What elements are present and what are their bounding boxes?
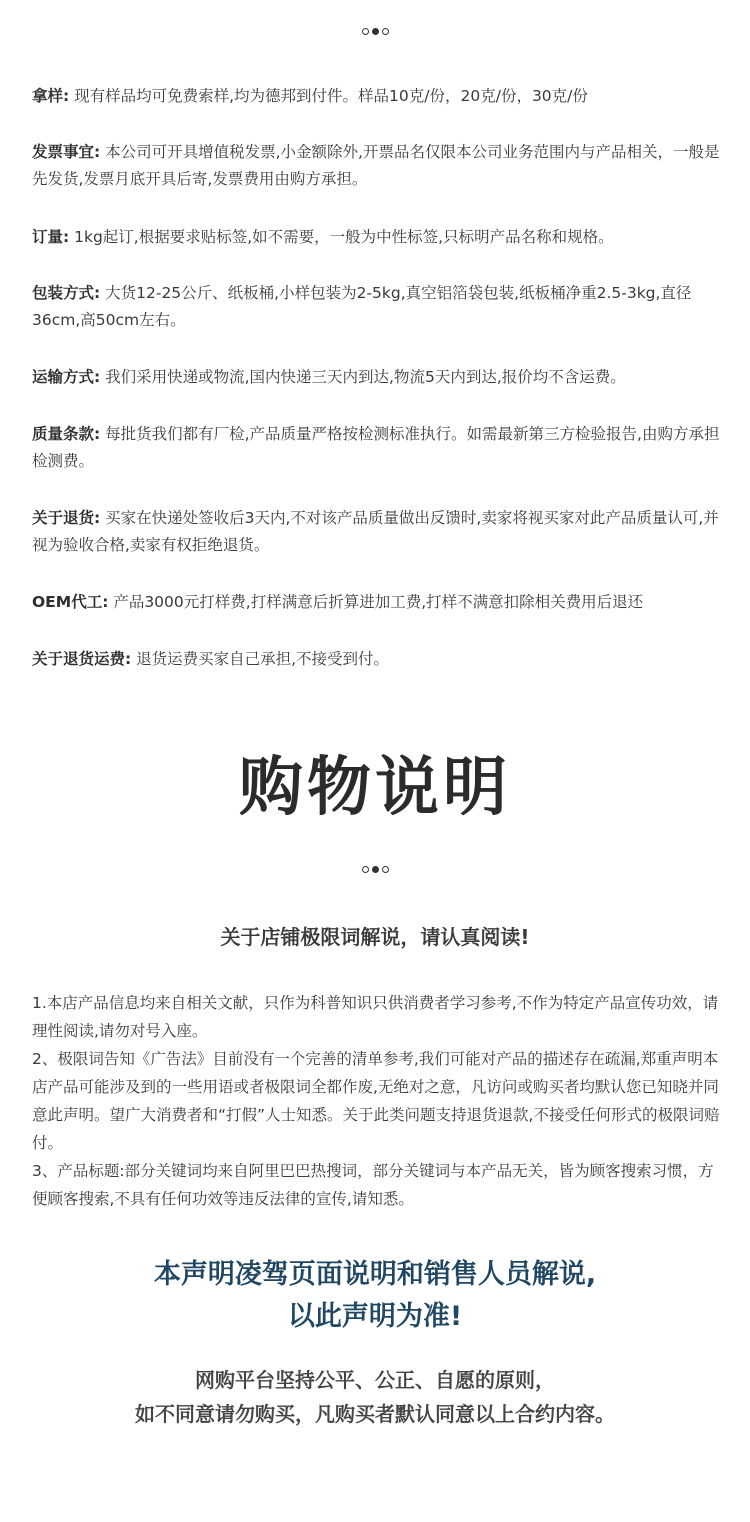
statement-line: 以此声明为准! xyxy=(287,1301,463,1332)
statement-line: 本声明凌驾页面说明和销售人员解说, xyxy=(153,1259,597,1290)
dot-filled-icon xyxy=(372,866,379,873)
term-label: 订量: xyxy=(32,228,70,246)
dot-empty-icon xyxy=(382,28,389,35)
term-label: 关于退货运费: xyxy=(32,650,132,668)
term-sample xyxy=(32,83,720,110)
term-value: 本公司可开具增值税发票,小金额除外,开票品名仅限本公司业务范围内与产品相关，一般是先发货,发票月底开具后寄,发票费用由购方承担。 xyxy=(32,143,720,188)
term-value: 每批货我们都有厂检,产品质量严格按检测标准执行。如需最新第三方检验报告,由购方承担检测费。 xyxy=(32,425,720,470)
dot-empty-icon xyxy=(382,866,389,873)
term-value: 退货运费买家自己承担,不接受到付。 xyxy=(131,650,390,668)
shopping-title: 购物说明 xyxy=(239,751,511,825)
term-order-quantity xyxy=(32,224,720,251)
term-label: OEM代工: xyxy=(32,593,109,611)
term-value: 现有样品均可免费索样,均为德邦到付件。样品10克/份，20克/份，30克/份 xyxy=(69,87,588,105)
term-label: 发票事宜: xyxy=(32,143,101,161)
term-shipping xyxy=(32,364,720,391)
shopping-subtitle: 关于店铺极限词解说，请认真阅读! xyxy=(220,925,530,949)
notice-paragraph: 2、极限词告知《广告法》目前没有一个完善的清单参考,我们可能对产品的描述存在疏漏,郑重声明本店产品可能涉及到的一些用语或者极限词全都作废,无绝对之意，凡访问或购买者均默认您已知晓并同意此声明。望广大消费者和“打假”人士知悉。关于此类问题支持退货退款,不接受任何形式的极限词赔付。 xyxy=(32,1050,720,1152)
term-returns xyxy=(32,505,720,559)
term-label: 关于退货: xyxy=(32,509,101,527)
dot-empty-icon xyxy=(362,866,369,873)
term-invoice xyxy=(32,139,720,193)
term-packaging xyxy=(32,280,720,334)
term-label: 包装方式: xyxy=(32,284,101,302)
carousel-dots-bottom xyxy=(0,866,750,873)
term-quality xyxy=(32,421,720,475)
term-value: 买家在快递处签收后3天内,不对该产品质量做出反馈时,卖家将视买家对此产品质量认可,并视为验收合格,卖家有权拒绝退货。 xyxy=(32,509,719,554)
term-return-shipping xyxy=(32,646,720,673)
closing-line: 网购平台坚持公平、公正、自愿的原则， xyxy=(195,1368,555,1392)
term-value: 大货12-25公斤、纸板桶,小样包装为2-5kg,真空铝箔袋包装,纸板桶净重2.5-3kg,直径36cm,高50cm左右。 xyxy=(32,284,692,329)
term-oem xyxy=(32,589,720,616)
term-label: 运输方式: xyxy=(32,368,101,386)
term-value: 1kg起订,根据要求贴标签,如不需要，一般为中性标签,只标明产品名称和规格。 xyxy=(69,228,614,246)
term-value: 我们采用快递或物流,国内快递三天内到达,物流5天内到达,报价均不含运费。 xyxy=(100,368,626,386)
closing-line: 如不同意请勿购买，凡购买者默认同意以上合约内容。 xyxy=(135,1402,615,1426)
carousel-dots-top xyxy=(0,28,750,35)
term-value: 产品3000元打样费,打样满意后折算进加工费,打样不满意扣除相关费用后退还 xyxy=(108,593,644,611)
dot-empty-icon xyxy=(362,28,369,35)
notice-paragraph: 3、产品标题:部分关键词均来自阿里巴巴热搜词，部分关键词与本产品无关，皆为顾客搜索习惯，方便顾客搜索,不具有任何功效等违反法律的宣传,请知悉。 xyxy=(32,1162,714,1208)
dot-filled-icon xyxy=(372,28,379,35)
term-label: 质量条款: xyxy=(32,425,101,443)
notice-paragraph: 1.本店产品信息均来自相关文献，只作为科普知识只供消费者学习参考,不作为特定产品宣传功效，请理性阅读,请勿对号入座。 xyxy=(32,994,719,1040)
term-label: 拿样: xyxy=(32,87,70,105)
